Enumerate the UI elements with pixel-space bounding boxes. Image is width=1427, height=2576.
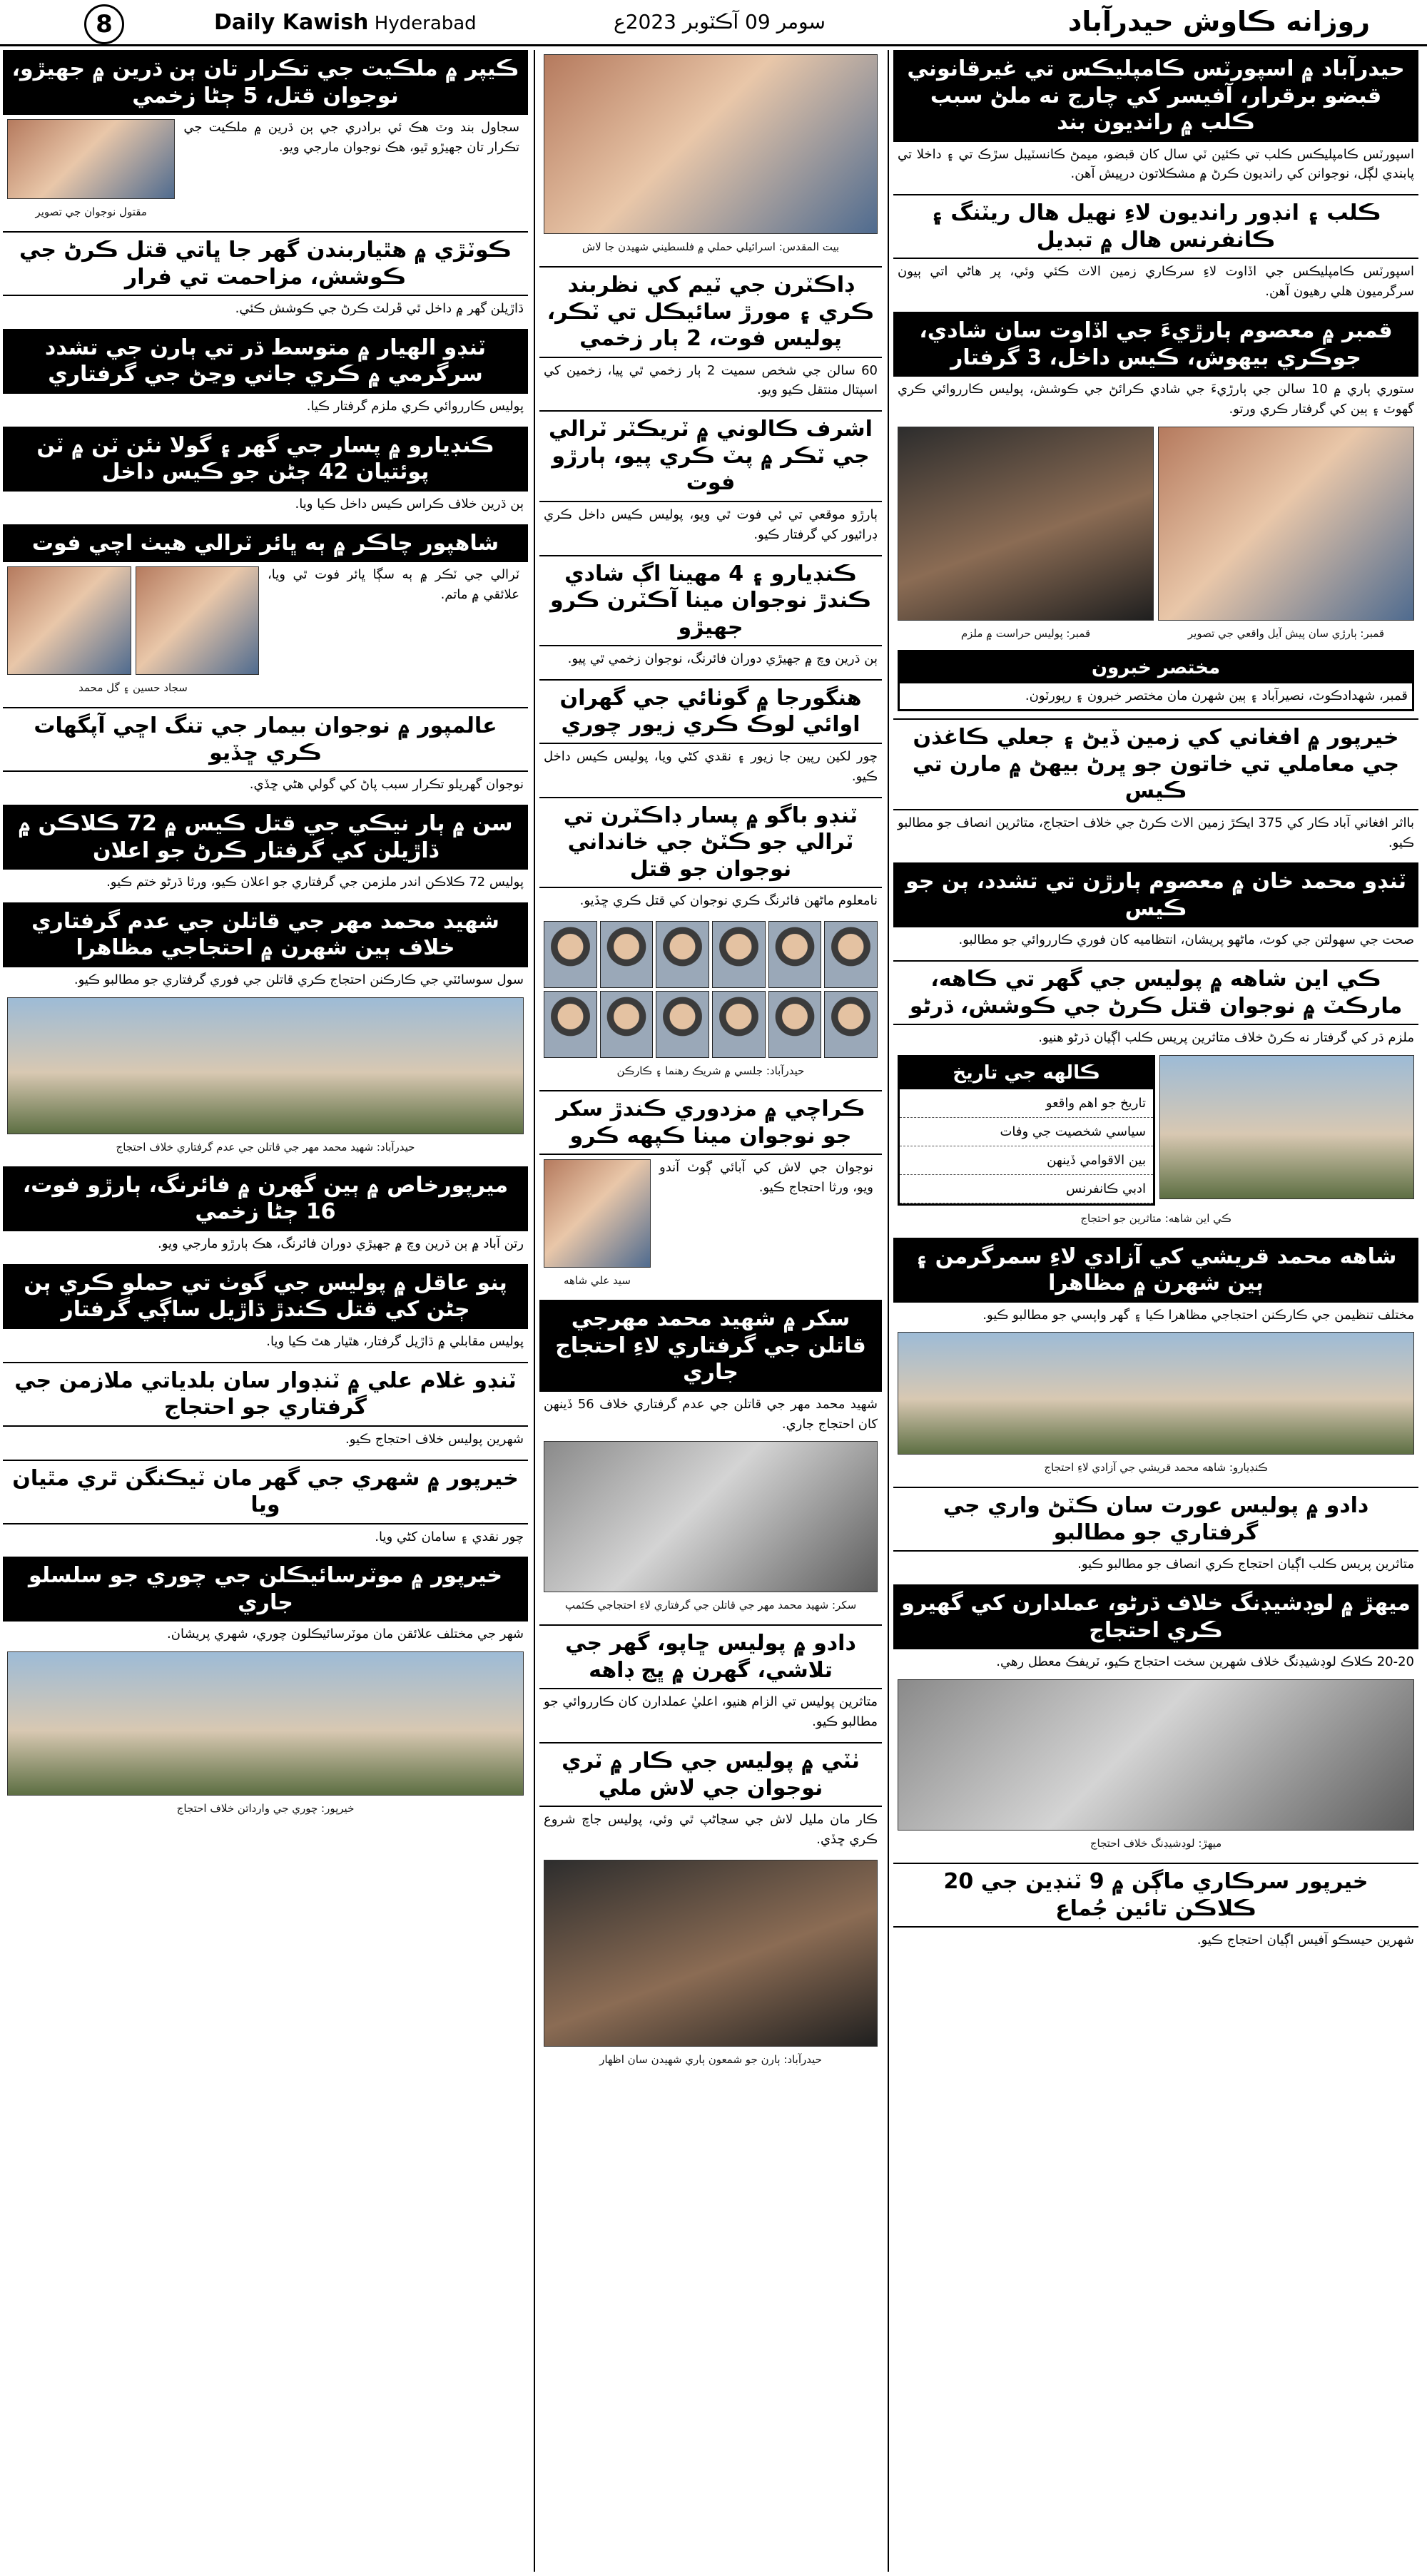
history-item: سياسي شخصيت جي وفات bbox=[900, 1118, 1153, 1146]
headline: ٽنڊو محمد خان ۾ معصوم ٻارڙن تي تشدد، ٻن جو ڪيس bbox=[893, 862, 1418, 927]
story-text: پوليس ڪارروائي ڪري ملزم گرفتار ڪيا. bbox=[306, 398, 524, 414]
news-photo bbox=[1159, 1055, 1414, 1199]
story-text: شهرين پوليس خلاف احتجاج ڪيو. bbox=[345, 1431, 524, 1447]
headline: عالمپور ۾ نوجوان بيمار جي تنگ اڇي آپگهات ڪري ڇڏيو bbox=[3, 707, 528, 772]
brief-news-box bbox=[898, 650, 1414, 711]
headline: خيرپور ۾ موٽرسائيڪلن جي چوري جو سلسلو جاري bbox=[3, 1557, 528, 1622]
news-story bbox=[3, 524, 528, 701]
headline: ميهڙ ۾ لوڊشيڊنگ خلاف ڌرڻو، عملدارن کي گهيرو ڪري احتجاج bbox=[893, 1584, 1418, 1649]
headline: دادو ۾ پوليس ڇاپو، گهر جي تلاشي، گهرن ۾ ڀڃ ڊاهه bbox=[539, 1624, 882, 1689]
story-text: شهر جي مختلف علائقن مان موٽرسائيڪلون چوري، شهري پريشان. bbox=[167, 1626, 524, 1642]
story-text: پوليس مقابلي ۾ ڌاڙيل گرفتار، هٿيار هٿ ڪيا ويا. bbox=[266, 1333, 524, 1349]
column-right bbox=[890, 50, 1421, 2572]
photo-caption: سيد علي شاهه bbox=[563, 1274, 631, 1288]
photo-block bbox=[7, 562, 259, 700]
brief-title: مختصر خبرون bbox=[900, 652, 1412, 683]
photo-caption: حيدرآباد: ٻارن جو شمعون ٻاري شهيدن سان اظهار bbox=[599, 2052, 822, 2066]
news-photo bbox=[898, 427, 1154, 621]
news-story bbox=[893, 862, 1418, 953]
story-text: صحت جي سهولتن جي کوٽ، ماڻهو پريشان، انتظاميه کان فوري ڪارروائي جو مطالبو. bbox=[958, 932, 1414, 948]
news-story bbox=[3, 805, 528, 895]
page-number: 8 bbox=[84, 4, 124, 44]
news-photo bbox=[544, 1441, 878, 1592]
photo-caption: قمبر: پوليس حراست ۾ ملزم bbox=[960, 626, 1091, 640]
portrait-photo bbox=[600, 921, 654, 988]
story-text: ڪار مان مليل لاش جي سڃاڻپ ٿي وئي، پوليس جاچ شروع ڪري ڇڏي. bbox=[544, 1812, 878, 1848]
photo-caption: حيدرآباد: جلسي ۾ شريڪ رهنما ۽ ڪارڪن bbox=[616, 1064, 805, 1078]
story-text: ٻارڙو موقعي تي ئي فوت ٿي ويو، پوليس ڪيس داخل ڪري ڊرائيور کي گرفتار ڪيو. bbox=[544, 506, 878, 542]
news-story bbox=[893, 312, 1418, 711]
news-photo bbox=[544, 1159, 651, 1268]
portrait-photo bbox=[656, 991, 709, 1058]
photo-block bbox=[544, 1155, 651, 1293]
headline: قمبر ۾ معصوم ٻارڙيءَ جي اڏاوت سان شادي، جوڪري بيهوش، ڪيس داخل، 3 گرفتار bbox=[893, 312, 1418, 377]
headline: ڪي اين شاهه ۾ پوليس جي گهر تي ڪاهه، مارڪٽ ۾ نوجوان قتل ڪرڻ جي ڪوشش، ڌرڻو bbox=[893, 960, 1418, 1025]
news-story bbox=[893, 1584, 1418, 1855]
story-text: 60 سالن جي شخص سميت 2 ٻار زخمي ٿي پيا، زخمين کي اسپتال منتقل ڪيو ويو. bbox=[544, 362, 878, 398]
news-story bbox=[3, 329, 528, 419]
headline: پنو عاقل ۾ پوليس جي گوٺ تي حملو ڪري ٻن ڄڻن کي قتل ڪندڙ ڌاڙيل ساڳي گرفتار bbox=[3, 1264, 528, 1329]
portrait-photo bbox=[712, 991, 766, 1058]
history-box-title: ڪالهه جي تاريخ bbox=[900, 1057, 1153, 1089]
headline: سن ۾ ٻار نيڪي جي قتل ڪيس ۾ 72 ڪلاڪن ۾ ڌاڙيلن کي گرفتار ڪرڻ جو اعلان bbox=[3, 805, 528, 870]
news-story bbox=[3, 1460, 528, 1550]
news-story bbox=[539, 797, 882, 914]
story-text: 20-20 ڪلاڪ لوڊشيڊنگ خلاف شهرين سخت احتجاج ڪيو، ٽريفڪ معطل رهي. bbox=[996, 1654, 1414, 1670]
headline: خيرپور ۾ شهري جي گهر مان ٽيڪنگن ٿري مٿيان ويا bbox=[3, 1460, 528, 1524]
headline: شاهپور چاڪر ۾ ٻه ڀائر ٽرالي هيٺ اچي فوت bbox=[3, 524, 528, 563]
news-photo bbox=[136, 566, 260, 675]
column-divider bbox=[888, 50, 889, 2572]
headline: ميرپورخاص ۾ ٻين گهرن ۾ فائرنگ، ٻارڙو فوت، 16 ڄڻا زخمي bbox=[3, 1166, 528, 1231]
photo-caption: قمبر: ٻارڙي سان پيش آيل واقعي جي تصوير bbox=[1187, 626, 1385, 640]
news-story bbox=[3, 1362, 528, 1452]
news-story bbox=[893, 50, 1418, 187]
photo-block bbox=[539, 1860, 882, 2072]
news-story bbox=[539, 1300, 882, 1617]
story-text: مختلف تنظيمن جي ڪارڪنن احتجاجي مظاهرا ڪيا ۽ گهر واپسي جو مطالبو ڪيو. bbox=[982, 1307, 1414, 1323]
photo-block bbox=[1158, 422, 1414, 646]
story-text: اسپورٽس ڪامپليڪس جي اڏاوت لاءِ سرڪاري زمين الاٽ ڪئي وئي، پر هاڻي اتي ٻيون سرگرميون هلي رهيون آهن. bbox=[898, 264, 1414, 300]
portrait-grid bbox=[544, 921, 878, 1058]
news-story bbox=[3, 427, 528, 517]
column-divider bbox=[534, 50, 535, 2572]
story-text: نامعلوم ماڻهن فائرنگ ڪري نوجوان کي قتل ڪري ڇڏيو. bbox=[579, 893, 878, 909]
story-text: نوجوان جي لاش کي آبائي ڳوٺ آندو ويو، ورثا احتجاج ڪيو. bbox=[659, 1160, 873, 1196]
portrait-photo bbox=[824, 991, 878, 1058]
news-photo bbox=[898, 1332, 1414, 1455]
column-left bbox=[0, 50, 531, 2572]
news-story bbox=[893, 1863, 1418, 1953]
paper-name-sindhi: روزانه ڪاوش حيدرآباد bbox=[1067, 6, 1370, 37]
portrait-photo bbox=[768, 991, 822, 1058]
headline: ٽنڊو باگو ۾ پسار ڊاڪٽرن تي ٽرالي جو ڪٽڻ جي خانداني نوجوان جو قتل bbox=[539, 797, 882, 889]
news-story bbox=[539, 1624, 882, 1735]
photo-block bbox=[7, 115, 175, 224]
headline: ٽنڊو الهيار ۾ متوسط ڌر تي ٻارن جي تشدد سرگرمي ۾ ڪري جاني وڃڻ جي گرفتاري bbox=[3, 329, 528, 394]
photo-caption: حيدرآباد: شهيد محمد مهر جي قاتلن جي عدم گرفتاري خلاف احتجاج bbox=[116, 1140, 415, 1154]
news-story bbox=[539, 679, 882, 790]
photo-caption: بيت المقدس: اسرائيلي حملي ۾ فلسطيني شهيدن جا لاش bbox=[582, 240, 840, 253]
portrait-photo bbox=[824, 921, 878, 988]
news-photo bbox=[544, 1860, 878, 2047]
masthead bbox=[0, 0, 1427, 46]
headline: خيرپور سرڪاري ماڳن ۾ 9 ٽنڊين جي 20 ڪلاڪن تائين جُماع bbox=[893, 1863, 1418, 1928]
news-story bbox=[893, 1487, 1418, 1577]
city-english: Hyderabad bbox=[374, 13, 477, 34]
story-text: شهيد محمد مهر جي قاتلن جي عدم گرفتاري خلاف 56 ڏينهن کان احتجاج جاري. bbox=[544, 1396, 878, 1432]
story-text: ٻن ڌرين خلاف ڪراس ڪيس داخل ڪيا ويا. bbox=[295, 496, 524, 511]
story-text: ڌاڙيلن گهر ۾ داخل ٿي ڦرلٽ ڪرڻ جي ڪوشش ڪئي. bbox=[235, 301, 524, 316]
headline: ڪلب ۽ انڊور رانديون لاءِ نهيل هال ريٽنگ ۽ ڪانفرنس هال ۾ تبديل bbox=[893, 194, 1418, 259]
history-box bbox=[898, 1055, 1155, 1205]
story-text: ملزم ڌر کي گرفتار نه ڪرڻ خلاف متاثرين پريس ڪلب اڳيان ڌرڻو هنيو. bbox=[1038, 1030, 1414, 1046]
story-text: پوليس 72 ڪلاڪن اندر ملزمن جي گرفتاري جو اعلان ڪيو، ورثا ڌرڻو ختم ڪيو. bbox=[106, 875, 524, 890]
story-text: ستوري ٻاري ۾ 10 سالن جي ٻارڙيءَ جي شادي ڪرائڻ جي ڪوشش، پوليس ڪارروائي ڪري گهوٽ ۽ ٻين کي گرفتار ڪري ورتو. bbox=[898, 382, 1414, 417]
masthead-english bbox=[214, 10, 477, 35]
photo-block bbox=[539, 921, 882, 1083]
story-text: سول سوسائٽي جي ڪارڪنن احتجاج ڪري قاتلن جي فوري گرفتاري جو مطالبو ڪيو. bbox=[73, 972, 524, 987]
history-item: بين الاقوامي ڏينهن bbox=[900, 1146, 1153, 1175]
news-story bbox=[3, 707, 528, 798]
news-story bbox=[3, 902, 528, 1159]
story-text: رتن آباد ۾ ٻن ڌرين وچ ۾ جهيڙي دوران فائرنگ، هڪ ٻارڙو مارجي ويو. bbox=[158, 1236, 524, 1251]
news-story bbox=[3, 231, 528, 322]
photo-caption: سجاد حسين ۽ گل محمد bbox=[78, 681, 188, 695]
headline: ڪوٽڙي ۾ هٿياربندن گهر جا ڀاتي قتل ڪرڻ جي ڪوشش، مزاحمت تي فرار bbox=[3, 231, 528, 296]
news-photo bbox=[898, 1679, 1414, 1831]
headline: ڪراچي ۾ مزدوري ڪندڙ سکر جو نوجوان مينا ڪپهه ڪرو bbox=[539, 1090, 882, 1155]
portrait-photo bbox=[544, 991, 597, 1058]
photo-caption: سکر: شهيد محمد مهر جي قاتلن جي گرفتاري لاءِ احتجاجي ڪئمپ bbox=[564, 1599, 857, 1612]
news-story bbox=[893, 1238, 1418, 1480]
headline: ڊاڪٽرن جي ٽيم کي نظربند ڪري ۽ مورڙ سائيڪل تي ٽڪر، پوليس فوت، 2 ٻار زخمي bbox=[539, 266, 882, 358]
news-story bbox=[3, 1264, 528, 1355]
story-text: نوجوان گهريلو تڪرار سبب پاڻ کي گولي هڻي ڇڏي. bbox=[249, 777, 524, 793]
history-item: تاريخ جو اهم واقعو bbox=[900, 1089, 1153, 1118]
story-text: شهرين حيسڪو آفيس اڳيان احتجاج ڪيو. bbox=[1197, 1933, 1414, 1948]
photo-block bbox=[898, 422, 1154, 646]
story-text: بااثر افغاني آباد ڪار کي 375 ايڪڙ زمين الاٽ ڪرڻ جي خلاف احتجاج، متاثرين انصاف جو مطالبو ڪيو. bbox=[898, 815, 1414, 850]
photo-caption: مقتول نوجوان جي تصوير bbox=[35, 205, 147, 218]
story-text: متاثرين پريس ڪلب اڳيان احتجاج ڪري انصاف جو مطالبو ڪيو. bbox=[1077, 1557, 1414, 1572]
headline: ٺٽي ۾ پوليس جي ڪار ۾ ٽري نوجوان جي لاش ملي bbox=[539, 1742, 882, 1807]
story-text: اسپورٽس ڪامپليڪس ڪلب تي ڪئين ٽي سال کان قبضو، ميمڻ ڪانسٽيبل سڙڪ تي ۽ داخلا تي پابندي لڳل، نوجوانن کي رانديون ڪرڻ ۾ مشڪلاتون درپيش آهن. bbox=[898, 146, 1414, 182]
news-photo bbox=[7, 1651, 524, 1796]
news-story bbox=[893, 960, 1418, 1230]
issue-date: سومر 09 آڪٽوبر 2023ع bbox=[614, 10, 826, 34]
headline: ڪنڊيارو ۽ 4 مهينا اڳ شادي ڪندڙ نوجوان مينا آڪٽرن ڪرو جهيڙو bbox=[539, 555, 882, 647]
story-text: ٽرالي جي ٽڪر ۾ ٻه سڳا ڀائر فوت ٿي ويا، علائقي ۾ ماتم. bbox=[268, 567, 519, 603]
column-middle bbox=[537, 50, 885, 2572]
story-text: سجاول بند وٽ هڪ ئي برادري جي ٻن ڌرين ۾ ملڪيت جي تڪرار تان جهيڙو ٿيو، هڪ نوجوان مارجي ويو. bbox=[183, 120, 519, 155]
news-photo bbox=[7, 119, 175, 199]
news-photo bbox=[1158, 427, 1414, 621]
portrait-photo bbox=[712, 921, 766, 988]
news-story bbox=[539, 266, 882, 403]
paper-name-english: Daily Kawish bbox=[214, 10, 369, 35]
headline: ڪنڊيارو ۾ پسار جي گهر ۽ گولا نئن ٽن ۾ ٽن پوئتيان 42 ڄڻن جو ڪيس داخل bbox=[3, 427, 528, 492]
news-photo bbox=[544, 54, 878, 234]
news-photo bbox=[7, 566, 131, 675]
photo-caption: ميهڙ: لوڊشيڊنگ خلاف احتجاج bbox=[1090, 1837, 1222, 1850]
news-story bbox=[3, 1166, 528, 1257]
story-text: چور نقدي ۽ سامان کڻي ويا. bbox=[375, 1529, 524, 1544]
news-story bbox=[3, 1557, 528, 1821]
headline: دادو ۾ پوليس عورت سان ڪٽڻ واري جي گرفتاري جو مطالبو bbox=[893, 1487, 1418, 1552]
photo-caption: ڪنڊيارو: شاهه محمد قريشي جي آزادي لاءِ احتجاج bbox=[1044, 1461, 1268, 1475]
photo-caption: ڪي اين شاهه: متاثرين جو احتجاج bbox=[1080, 1211, 1232, 1225]
portrait-photo bbox=[544, 921, 597, 988]
brief-text: قمبر، شهدادڪوٽ، نصيرآباد ۽ ٻين شهرن مان مختصر خبرون ۽ رپورٽون. bbox=[1025, 688, 1408, 704]
headline: هنگورجا ۾ گوٺائي جي گهران اوائي لوڪ ڪري زيور چوري bbox=[539, 679, 882, 744]
story-text: متاثرين پوليس تي الزام هنيو، اعليٰ عملدارن کان ڪارروائي جو مطالبو ڪيو. bbox=[544, 1694, 878, 1730]
news-story bbox=[539, 1090, 882, 1293]
headline: شاهه محمد قريشي کي آزادي لاءِ سمرگرمن ۽ ٻين شهرن ۾ مظاهرا bbox=[893, 1238, 1418, 1303]
headline: خيرپور ۾ افغاني کي زمين ڏيڻ ۽ جعلي ڪاغذن جي معاملي تي خاتون جو ڀرڻ بيهڻ ۾ مارن تي ڪيس bbox=[893, 718, 1418, 810]
portrait-photo bbox=[656, 921, 709, 988]
photo-caption: خيرپور: چوري جي وارداتن خلاف احتجاج bbox=[176, 1802, 355, 1816]
photo-block bbox=[539, 54, 882, 259]
news-story bbox=[539, 1742, 882, 1853]
portrait-photo bbox=[768, 921, 822, 988]
headline: ڪيپر ۾ ملڪيت جي تڪرار تان ٻن ڌرين ۾ جهيڙو، نوجوان قتل، 5 ڄڻا زخمي bbox=[3, 50, 528, 115]
portrait-photo bbox=[600, 991, 654, 1058]
news-photo bbox=[7, 997, 524, 1134]
headline: شهيد محمد مهر جي قاتلن جي عدم گرفتاري خلاف ٻين شهرن ۾ احتجاجي مظاهرا bbox=[3, 902, 528, 967]
headline: سکر ۾ شهيد محمد مهرجي قاتلن جي گرفتاري لاءِ احتجاج جاري bbox=[539, 1300, 882, 1392]
news-story bbox=[539, 555, 882, 672]
story-text: ٻن ڌرين وچ ۾ جهيڙي دوران فائرنگ، نوجوان زخمي ٿي پيو. bbox=[567, 651, 878, 667]
news-story bbox=[893, 718, 1418, 855]
headline: اشرف ڪالوني ۾ ٽريڪٽر ٽرالي جي ٽڪر ۾ پٽ ڪري پيو، ٻارڙو فوت bbox=[539, 410, 882, 502]
history-item: ادبي ڪانفرنس bbox=[900, 1175, 1153, 1203]
news-story bbox=[893, 194, 1418, 305]
news-story bbox=[539, 410, 882, 547]
headline: حيدرآباد ۾ اسپورٽس ڪامپليڪس تي غيرقانوني قبضو برقرار، آفيسر کي چارج نه ملڻ سبب ڪلب ۾ رانديون بند bbox=[893, 50, 1418, 142]
headline: ٽنڊو غلام علي ۾ ٽنڊوار سان بلدياتي ملازمن جي گرفتاري جو احتجاج bbox=[3, 1362, 528, 1427]
news-story bbox=[3, 50, 528, 224]
story-text: چور لکين رپين جا زيور ۽ نقدي کڻي ويا، پوليس ڪيس داخل ڪيو. bbox=[544, 748, 878, 784]
